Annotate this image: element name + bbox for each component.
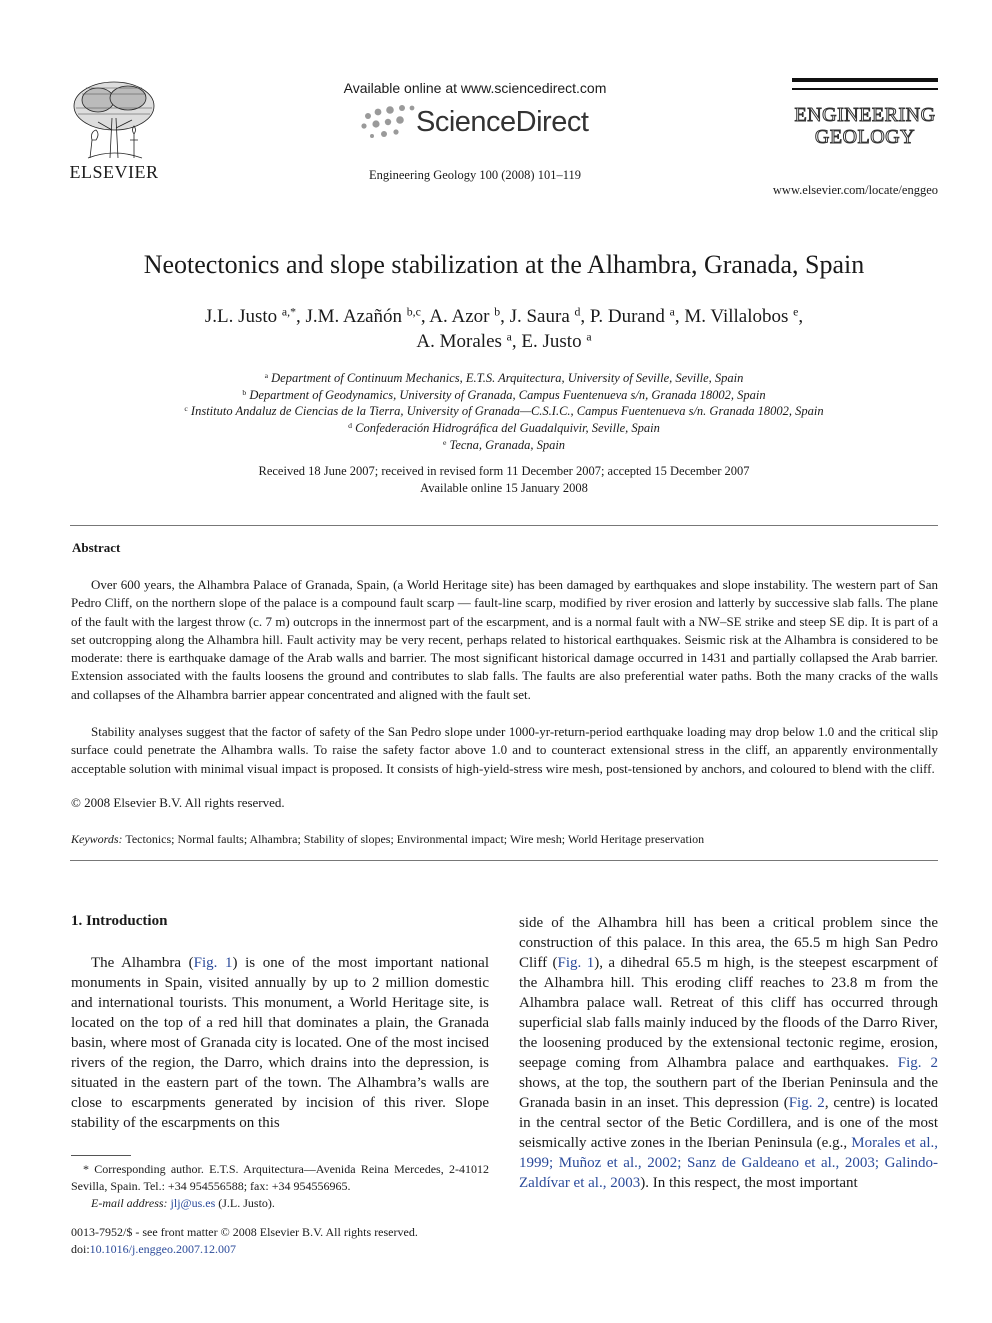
keywords-label: Keywords: <box>71 832 123 846</box>
abstract-copyright: © 2008 Elsevier B.V. All rights reserved. <box>71 795 285 810</box>
body-text: ) is one of the most important national monuments in Spain, visited annually by up to 2 million domestic and international tourists. This monument, a World Heritage site, is located on the top of a red hill that dominates a plain, the Granada basin, where most of Granada city is located. One of the most incised rivers of the region, the Darro, which drains into the depression, is situated in the eastern part of the town. The Alhambra’s walls are close to escarpments generated by incision of this river. Slope stability of the escarpments on this <box>71 955 490 1131</box>
author-name[interactable]: J.L. Justo <box>204 306 278 327</box>
corresponding-author-text: * Corresponding author. E.T.S. Arquitectura—Avenida Reina Mercedes, 2-41012 Sevilla, Spain. Tel.: +34 954556588; fax: +34 954556965. <box>71 1162 489 1193</box>
doi-prefix: doi: <box>71 1242 90 1256</box>
author-sup: a <box>669 305 675 319</box>
front-matter <box>71 1224 489 1258</box>
footnote-rule <box>71 1155 131 1156</box>
figure-link[interactable]: Fig. 2 <box>788 1095 825 1111</box>
sciencedirect-dots-icon <box>356 102 420 144</box>
doi-link[interactable]: 10.1016/j.enggeo.2007.12.007 <box>89 1242 236 1256</box>
affiliation <box>40 388 968 403</box>
section-heading: 1. Introduction <box>71 913 168 929</box>
email-line <box>71 1195 489 1212</box>
body-text: The Alhambra ( <box>91 955 194 971</box>
affiliation <box>40 438 968 453</box>
affiliation-text: Instituto Andaluz de Ciencias de la Tierra, University of Granada—C.S.I.C., Campus Fuentenueva s/n. Granada 18002, Spain <box>190 404 824 418</box>
keywords-text: Tectonics; Normal faults; Alhambra; Stability of slopes; Environmental impact; Wire mesh; World Heritage preservation <box>125 832 705 846</box>
body-text: ), a dihedral 65.5 m high, is the steepest escarpment of the Alhambra hill. This eroding cliff reaches to 23.8 m from the Alhambra palace wall. Retreat of this cliff has occurred through superficial slab falls mainly induced by the floods of the Darro River, the loosening produced by the extensional tectonic regime, erosion, seepage coming from Alhambra palace and earthquakes. <box>519 955 939 1071</box>
author-name[interactable]: P. Durand <box>589 306 665 327</box>
publisher-name: ELSEVIER <box>69 162 159 182</box>
author-sup: a <box>506 330 512 344</box>
journal-title-rule-thin <box>792 88 938 90</box>
email-suffix: (J.L. Justo). <box>215 1196 275 1210</box>
keywords <box>71 832 938 847</box>
author-sup: b,c <box>406 305 421 319</box>
intro-paragraph-right <box>519 913 938 1193</box>
journal-url[interactable]: www.elsevier.com/locate/enggeo <box>772 183 938 197</box>
affiliation-text: Department of Geodynamics, University of Granada, Campus Fuentenueva s/n, Granada 18002, Spain <box>249 388 766 402</box>
journal-title-line2: GEOLOGY <box>814 126 916 148</box>
journal-title-rule-thick <box>792 78 938 82</box>
body-text: , centre) is located in the central sector of the Betic Cordillera, and is one of the most seismically active zones in the Iberian Peninsula (e.g., <box>519 1095 938 1151</box>
corresponding-author-footnote <box>71 1161 489 1212</box>
journal-reference: Engineering Geology 100 (2008) 101–119 <box>369 168 581 182</box>
author-name[interactable]: E. Justo <box>521 331 582 352</box>
email-label: E-mail address: <box>91 1196 168 1210</box>
body-text: side of the Alhambra hill has been a critical problem since the construction of this palace. In this area, the 65.5 m high San Pedro Cliff ( <box>519 915 938 971</box>
affiliation <box>40 371 968 386</box>
affiliation <box>40 404 968 419</box>
author-name[interactable]: A. Azor <box>429 306 490 327</box>
doi-line <box>71 1241 489 1258</box>
author-name[interactable]: A. Morales <box>416 331 502 352</box>
affiliation-text: Department of Continuum Mechanics, E.T.S. Arquitectura, University of Seville, Seville, Spain <box>271 371 744 385</box>
author-sup: b <box>494 305 501 319</box>
abstract-heading: Abstract <box>72 540 121 555</box>
abstract-paragraph: Over 600 years, the Alhambra Palace of Granada, Spain, (a World Heritage site) has been damaged by earthquakes and slope instability. The western part of San Pedro Cliff, on the northern slope of the palace is a compound fault scarp — fault-line scarp, modified by river erosion and latterly by successive slab falls. The plane of the fault with the largest throw (c. 7 m) outcrops in the innermost part of the escarpment, and is a normal fault with a NW–SE strike and steep SE dip. It is part of a set outcropping along the Alhambra hill. Fault activity may be very recent, perhaps related to historical earthquakes. Seismic risk at the Alhambra is considered to be moderate: there is earthquake damage of the Arab walls and barrier. The most significant historical damage occurred in 1431 and partially collapsed the Arab barrier. Extension associated with the faults loosens the ground and contributes to slab falls. The faults are also preferential water paths. Both the many cracks of the walls and collapses of the Alhambra barrier appear concentrated and aligned with the fault set. <box>71 577 938 702</box>
figure-link[interactable]: Fig. 1 <box>557 955 595 971</box>
figure-link[interactable]: Fig. 2 <box>897 1055 938 1071</box>
reference-links[interactable]: Morales et al., 1999; Muñoz et al., 2002; Sanz de Galdeano et al., 2003; Galindo-Zaldívar et al., 2003 <box>519 1135 938 1191</box>
issn-line: 0013-7952/$ - see front matter © 2008 Elsevier B.V. All rights reserved. <box>71 1225 418 1239</box>
abstract-paragraph: Stability analyses suggest that the factor of safety of the San Pedro slope under 1000-yr-return-period earthquake loading may drop below 1.0 and the critical slip surface could penetrate the Alhambra walls. To raise the safety factor above 1.0 and to counteract extensional stress in the cliff, an apparently environmentally acceptable solution with minimal visual impact is proposed. It consists of high-yield-stress wire mesh, post-tensioned by anchors, and coloured to blend with the cliff. <box>71 724 938 776</box>
available-date: Available online 15 January 2008 <box>420 481 588 495</box>
author-list-line1: J.L. Justo $^{a,*}$, J.M. Azañón $^{b,c}$, A. Azor $^b$, J. Saura $^d$, P. Durand $^a$, M. Villalobos $^e$, <box>204 305 804 327</box>
sciencedirect-logo[interactable] <box>356 100 596 146</box>
author-list-line2: A. Morales $^a$, E. Justo $^a$ <box>416 330 592 352</box>
affiliation-sup: b <box>242 387 247 397</box>
affiliation-text: Confederación Hidrográfica del Guadalquivir, Seville, Spain <box>355 421 660 435</box>
author-name[interactable]: M. Villalobos <box>684 306 789 327</box>
section-divider <box>70 860 938 861</box>
author-sup: d <box>574 305 581 319</box>
journal-title-line1: ENGINEERING <box>794 104 936 126</box>
journal-title-logo <box>790 104 940 148</box>
author-sup: a,* <box>281 305 296 319</box>
author-sup: a <box>586 330 592 344</box>
figure-link[interactable]: Fig. 1 <box>193 955 233 971</box>
available-online-text: Available online at www.sciencedirect.com <box>343 80 607 96</box>
affiliation-text: Tecna, Granada, Spain <box>449 438 566 452</box>
author-sup: e <box>793 305 799 319</box>
affiliation-sup: e <box>442 437 447 447</box>
author-name[interactable]: J. Saura <box>509 306 570 327</box>
affiliation-sup: c <box>184 403 188 413</box>
article-title: Neotectonics and slope stabilization at the Alhambra, Granada, Spain <box>143 250 865 279</box>
body-text: shows, at the top, the southern part of the Iberian Peninsula and the Granada basin in an inset. This depression ( <box>519 1075 938 1111</box>
section-divider <box>70 525 938 526</box>
author-name[interactable]: J.M. Azañón <box>305 306 403 327</box>
affiliation-sup: d <box>348 420 353 430</box>
sciencedirect-wordmark: ScienceDirect <box>416 106 589 138</box>
received-dates: Received 18 June 2007; received in revised form 11 December 2007; accepted 15 December 2007 <box>258 464 750 478</box>
body-text: ). In this respect, the most important <box>640 1175 858 1191</box>
intro-paragraph-left <box>71 953 489 1133</box>
email-link[interactable]: jlj@us.es <box>170 1196 216 1210</box>
affiliation <box>40 421 968 436</box>
affiliation-sup: a <box>264 370 269 380</box>
